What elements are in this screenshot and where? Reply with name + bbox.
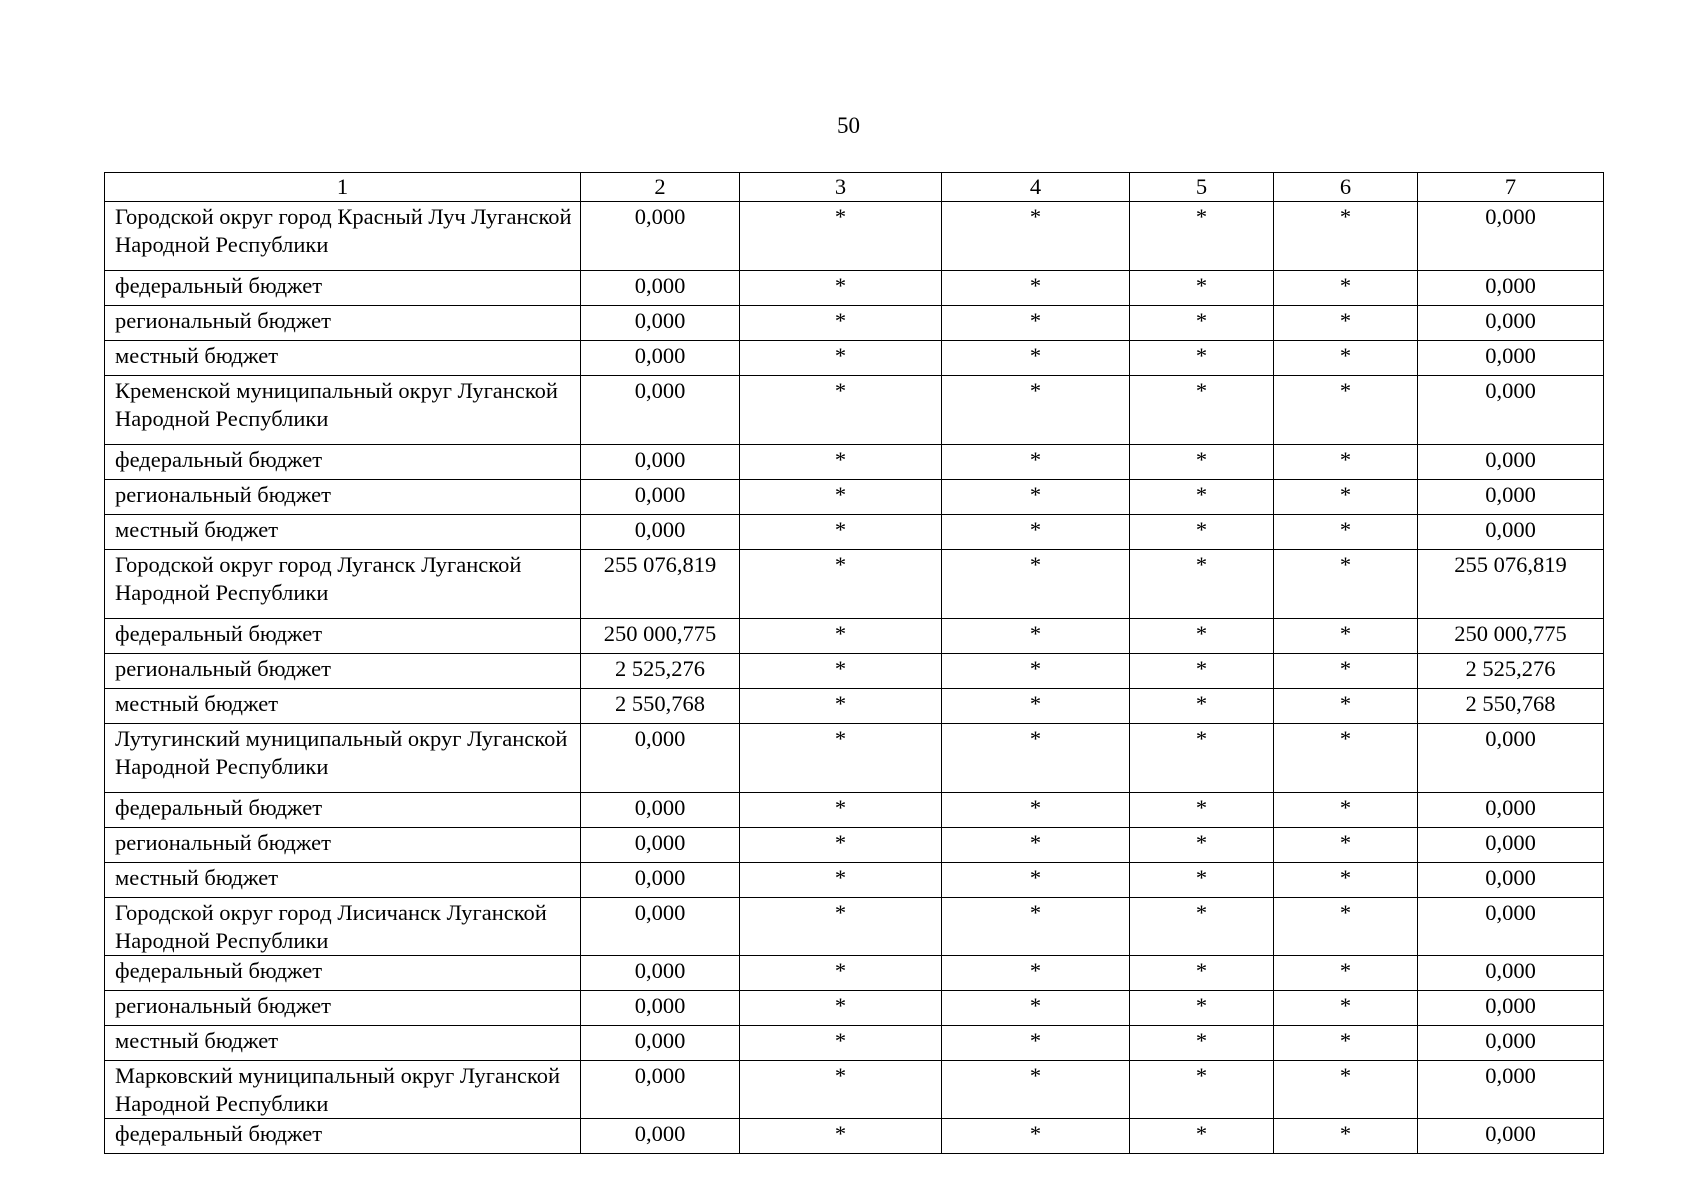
table-row xyxy=(105,480,1604,515)
cell-c3: * xyxy=(740,271,942,306)
row-label: местный бюджет xyxy=(105,341,581,376)
cell-c3: * xyxy=(740,550,942,619)
cell-c4: * xyxy=(942,898,1130,956)
cell-c6: * xyxy=(1274,689,1418,724)
cell-c6: * xyxy=(1274,376,1418,445)
cell-c2: 2 550,768 xyxy=(581,689,740,724)
cell-c2: 0,000 xyxy=(581,202,740,271)
cell-c6: * xyxy=(1274,991,1418,1026)
cell-c5: * xyxy=(1130,724,1274,793)
cell-c5: * xyxy=(1130,1119,1274,1154)
row-label: местный бюджет xyxy=(105,1026,581,1061)
cell-c6: * xyxy=(1274,793,1418,828)
table-row xyxy=(105,689,1604,724)
row-label: Лутугинский муниципальный округ Луганской Народной Республики xyxy=(105,724,581,793)
table-row xyxy=(105,515,1604,550)
cell-c4: * xyxy=(942,793,1130,828)
cell-c4: * xyxy=(942,202,1130,271)
cell-c3: * xyxy=(740,654,942,689)
table-row xyxy=(105,991,1604,1026)
row-label: федеральный бюджет xyxy=(105,271,581,306)
cell-c5: * xyxy=(1130,828,1274,863)
cell-c2: 0,000 xyxy=(581,1026,740,1061)
row-label: федеральный бюджет xyxy=(105,1119,581,1154)
cell-c5: * xyxy=(1130,898,1274,956)
table-row xyxy=(105,619,1604,654)
row-label: региональный бюджет xyxy=(105,828,581,863)
row-label: федеральный бюджет xyxy=(105,619,581,654)
cell-c7: 0,000 xyxy=(1418,863,1604,898)
cell-c2: 0,000 xyxy=(581,898,740,956)
table-row xyxy=(105,1026,1604,1061)
cell-c4: * xyxy=(942,828,1130,863)
table-row xyxy=(105,1061,1604,1119)
cell-c4: * xyxy=(942,1026,1130,1061)
cell-c6: * xyxy=(1274,445,1418,480)
cell-c2: 0,000 xyxy=(581,1119,740,1154)
cell-c2: 0,000 xyxy=(581,306,740,341)
column-number: 2 xyxy=(581,173,740,202)
row-label: Марковский муниципальный округ Луганской Народной Республики xyxy=(105,1061,581,1119)
cell-c6: * xyxy=(1274,724,1418,793)
cell-c4: * xyxy=(942,271,1130,306)
cell-c7: 0,000 xyxy=(1418,271,1604,306)
cell-c7: 2 525,276 xyxy=(1418,654,1604,689)
cell-c5: * xyxy=(1130,1026,1274,1061)
row-label: местный бюджет xyxy=(105,689,581,724)
cell-c4: * xyxy=(942,306,1130,341)
cell-c6: * xyxy=(1274,515,1418,550)
cell-c5: * xyxy=(1130,863,1274,898)
cell-c5: * xyxy=(1130,445,1274,480)
cell-c4: * xyxy=(942,445,1130,480)
table-row xyxy=(105,202,1604,271)
cell-c5: * xyxy=(1130,271,1274,306)
cell-c4: * xyxy=(942,480,1130,515)
table-row xyxy=(105,376,1604,445)
cell-c6: * xyxy=(1274,898,1418,956)
cell-c5: * xyxy=(1130,341,1274,376)
cell-c6: * xyxy=(1274,956,1418,991)
cell-c5: * xyxy=(1130,515,1274,550)
cell-c3: * xyxy=(740,306,942,341)
cell-c4: * xyxy=(942,515,1130,550)
column-number: 5 xyxy=(1130,173,1274,202)
cell-c3: * xyxy=(740,1026,942,1061)
cell-c4: * xyxy=(942,863,1130,898)
column-number: 1 xyxy=(105,173,581,202)
cell-c5: * xyxy=(1130,619,1274,654)
cell-c6: * xyxy=(1274,1119,1418,1154)
cell-c6: * xyxy=(1274,306,1418,341)
cell-c6: * xyxy=(1274,619,1418,654)
table-row xyxy=(105,724,1604,793)
cell-c5: * xyxy=(1130,306,1274,341)
cell-c4: * xyxy=(942,550,1130,619)
cell-c7: 0,000 xyxy=(1418,956,1604,991)
cell-c7: 0,000 xyxy=(1418,1119,1604,1154)
cell-c7: 0,000 xyxy=(1418,376,1604,445)
cell-c5: * xyxy=(1130,376,1274,445)
cell-c2: 0,000 xyxy=(581,863,740,898)
row-label: федеральный бюджет xyxy=(105,956,581,991)
column-number: 3 xyxy=(740,173,942,202)
cell-c3: * xyxy=(740,724,942,793)
table-row xyxy=(105,654,1604,689)
table-row xyxy=(105,828,1604,863)
row-label: федеральный бюджет xyxy=(105,445,581,480)
cell-c3: * xyxy=(740,863,942,898)
row-label: региональный бюджет xyxy=(105,306,581,341)
cell-c5: * xyxy=(1130,991,1274,1026)
cell-c7: 0,000 xyxy=(1418,515,1604,550)
row-label: федеральный бюджет xyxy=(105,793,581,828)
cell-c4: * xyxy=(942,724,1130,793)
cell-c6: * xyxy=(1274,550,1418,619)
table-row xyxy=(105,1119,1604,1154)
row-label: региональный бюджет xyxy=(105,991,581,1026)
cell-c4: * xyxy=(942,619,1130,654)
cell-c4: * xyxy=(942,956,1130,991)
row-label: местный бюджет xyxy=(105,863,581,898)
cell-c2: 255 076,819 xyxy=(581,550,740,619)
cell-c4: * xyxy=(942,654,1130,689)
cell-c7: 0,000 xyxy=(1418,480,1604,515)
table-row xyxy=(105,271,1604,306)
cell-c3: * xyxy=(740,828,942,863)
cell-c7: 2 550,768 xyxy=(1418,689,1604,724)
cell-c6: * xyxy=(1274,271,1418,306)
cell-c6: * xyxy=(1274,480,1418,515)
cell-c2: 0,000 xyxy=(581,1061,740,1119)
cell-c7: 250 000,775 xyxy=(1418,619,1604,654)
cell-c4: * xyxy=(942,341,1130,376)
cell-c2: 2 525,276 xyxy=(581,654,740,689)
cell-c2: 0,000 xyxy=(581,515,740,550)
row-label: Городской округ город Лисичанск Луганской Народной Республики xyxy=(105,898,581,956)
cell-c5: * xyxy=(1130,202,1274,271)
cell-c5: * xyxy=(1130,550,1274,619)
table-row xyxy=(105,793,1604,828)
cell-c4: * xyxy=(942,1061,1130,1119)
cell-c7: 0,000 xyxy=(1418,306,1604,341)
cell-c3: * xyxy=(740,1061,942,1119)
table-row xyxy=(105,550,1604,619)
table-row xyxy=(105,956,1604,991)
cell-c7: 0,000 xyxy=(1418,991,1604,1026)
cell-c4: * xyxy=(942,991,1130,1026)
cell-c3: * xyxy=(740,515,942,550)
cell-c6: * xyxy=(1274,202,1418,271)
cell-c3: * xyxy=(740,1119,942,1154)
table-row xyxy=(105,898,1604,956)
cell-c2: 0,000 xyxy=(581,376,740,445)
cell-c7: 0,000 xyxy=(1418,724,1604,793)
row-label: Городской округ город Луганск Луганской Народной Республики xyxy=(105,550,581,619)
cell-c3: * xyxy=(740,619,942,654)
column-number: 7 xyxy=(1418,173,1604,202)
column-number-row xyxy=(105,173,1604,202)
budget-table xyxy=(104,172,1604,1154)
cell-c2: 0,000 xyxy=(581,445,740,480)
cell-c3: * xyxy=(740,956,942,991)
cell-c5: * xyxy=(1130,480,1274,515)
cell-c6: * xyxy=(1274,828,1418,863)
cell-c5: * xyxy=(1130,654,1274,689)
cell-c5: * xyxy=(1130,793,1274,828)
cell-c2: 0,000 xyxy=(581,480,740,515)
cell-c2: 0,000 xyxy=(581,956,740,991)
cell-c2: 0,000 xyxy=(581,828,740,863)
cell-c3: * xyxy=(740,898,942,956)
cell-c4: * xyxy=(942,689,1130,724)
cell-c3: * xyxy=(740,445,942,480)
cell-c6: * xyxy=(1274,654,1418,689)
row-label: Кременской муниципальный округ Луганской Народной Республики xyxy=(105,376,581,445)
cell-c3: * xyxy=(740,202,942,271)
row-label: местный бюджет xyxy=(105,515,581,550)
cell-c2: 0,000 xyxy=(581,991,740,1026)
cell-c5: * xyxy=(1130,1061,1274,1119)
row-label: региональный бюджет xyxy=(105,654,581,689)
table-row xyxy=(105,863,1604,898)
cell-c3: * xyxy=(740,793,942,828)
cell-c2: 250 000,775 xyxy=(581,619,740,654)
cell-c2: 0,000 xyxy=(581,271,740,306)
cell-c5: * xyxy=(1130,689,1274,724)
cell-c7: 0,000 xyxy=(1418,341,1604,376)
cell-c4: * xyxy=(942,376,1130,445)
row-label: региональный бюджет xyxy=(105,480,581,515)
page-number: 50 xyxy=(837,113,860,138)
table-row xyxy=(105,341,1604,376)
cell-c6: * xyxy=(1274,341,1418,376)
table-row xyxy=(105,445,1604,480)
cell-c2: 0,000 xyxy=(581,793,740,828)
cell-c3: * xyxy=(740,689,942,724)
cell-c7: 255 076,819 xyxy=(1418,550,1604,619)
column-number: 4 xyxy=(942,173,1130,202)
cell-c3: * xyxy=(740,376,942,445)
cell-c7: 0,000 xyxy=(1418,445,1604,480)
row-label: Городской округ город Красный Луч Луганской Народной Республики xyxy=(105,202,581,271)
cell-c5: * xyxy=(1130,956,1274,991)
cell-c6: * xyxy=(1274,1026,1418,1061)
cell-c3: * xyxy=(740,480,942,515)
cell-c7: 0,000 xyxy=(1418,202,1604,271)
table-row xyxy=(105,306,1604,341)
cell-c7: 0,000 xyxy=(1418,1026,1604,1061)
cell-c2: 0,000 xyxy=(581,724,740,793)
cell-c7: 0,000 xyxy=(1418,793,1604,828)
cell-c7: 0,000 xyxy=(1418,898,1604,956)
cell-c6: * xyxy=(1274,1061,1418,1119)
cell-c7: 0,000 xyxy=(1418,828,1604,863)
cell-c2: 0,000 xyxy=(581,341,740,376)
cell-c3: * xyxy=(740,991,942,1026)
cell-c6: * xyxy=(1274,863,1418,898)
cell-c7: 0,000 xyxy=(1418,1061,1604,1119)
cell-c3: * xyxy=(740,341,942,376)
column-number: 6 xyxy=(1274,173,1418,202)
cell-c4: * xyxy=(942,1119,1130,1154)
